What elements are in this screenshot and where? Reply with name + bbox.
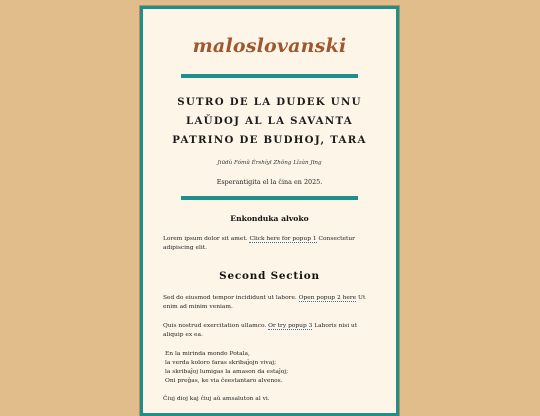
- intro-heading: Enkonduka alvoko: [230, 214, 309, 223]
- paragraph-1-text-b: Consectetur adipiscing elit.: [163, 236, 355, 252]
- page-card: [140, 6, 399, 416]
- poem-line: Oni preĝas, ke via ĉeestantaro alvenos.: [165, 378, 283, 385]
- second-section-heading: Second Section: [219, 269, 320, 282]
- bottom-divider: [181, 196, 358, 200]
- paragraph-3-text-a: Quis nostrud exercitation ullamco.: [163, 322, 269, 329]
- paragraph-4: Ĉiuj dioj kaj ĉiuj aŭ amsaluton al vi.: [163, 396, 270, 403]
- article-subtitle: Jiūdù Fómǔ Èrshíyī Zhǒng Lǐzàn Jīng: [217, 160, 322, 166]
- poem-block: [165, 350, 376, 386]
- poem-line: la verda koloro faras skribaĵojn vivaj;: [165, 360, 277, 367]
- paragraph-3: [163, 322, 376, 341]
- paragraph-1-text-a: Lorem ipsum dolor sit amet.: [163, 236, 250, 242]
- poem-line: En la mirinda mondo Potala,: [165, 351, 250, 358]
- top-divider: [181, 74, 358, 78]
- popup-1-link[interactable]: Click here for popup 1: [249, 236, 317, 242]
- poem-line: la skribaĵoj lumigas la amason da estaĵoj;: [165, 369, 289, 376]
- site-title[interactable]: maloslovanski: [192, 35, 347, 57]
- popup-2-link[interactable]: Open popup 2 here: [298, 294, 357, 301]
- paragraph-2: [163, 294, 376, 313]
- popup-3-link[interactable]: Or try popup 3: [268, 322, 313, 329]
- paragraph-3-text-b: Laboris nisi ut aliquip ex ea.: [163, 322, 358, 339]
- article-title: SUTRO DE LA DUDEK UNU LAŬDOJ AL LA SAVANTA PATRINO DE BUDHOJ, TARA: [172, 96, 367, 146]
- translation-note: Esperantigita el la ĉina en 2025.: [216, 178, 323, 186]
- paragraph-2-text-b: Ut enim ad minim veniam.: [163, 294, 366, 311]
- paragraph-2-text-a: Sed do eiusmod tempor incididunt ut labore.: [163, 294, 299, 301]
- paragraph-1: [163, 235, 376, 254]
